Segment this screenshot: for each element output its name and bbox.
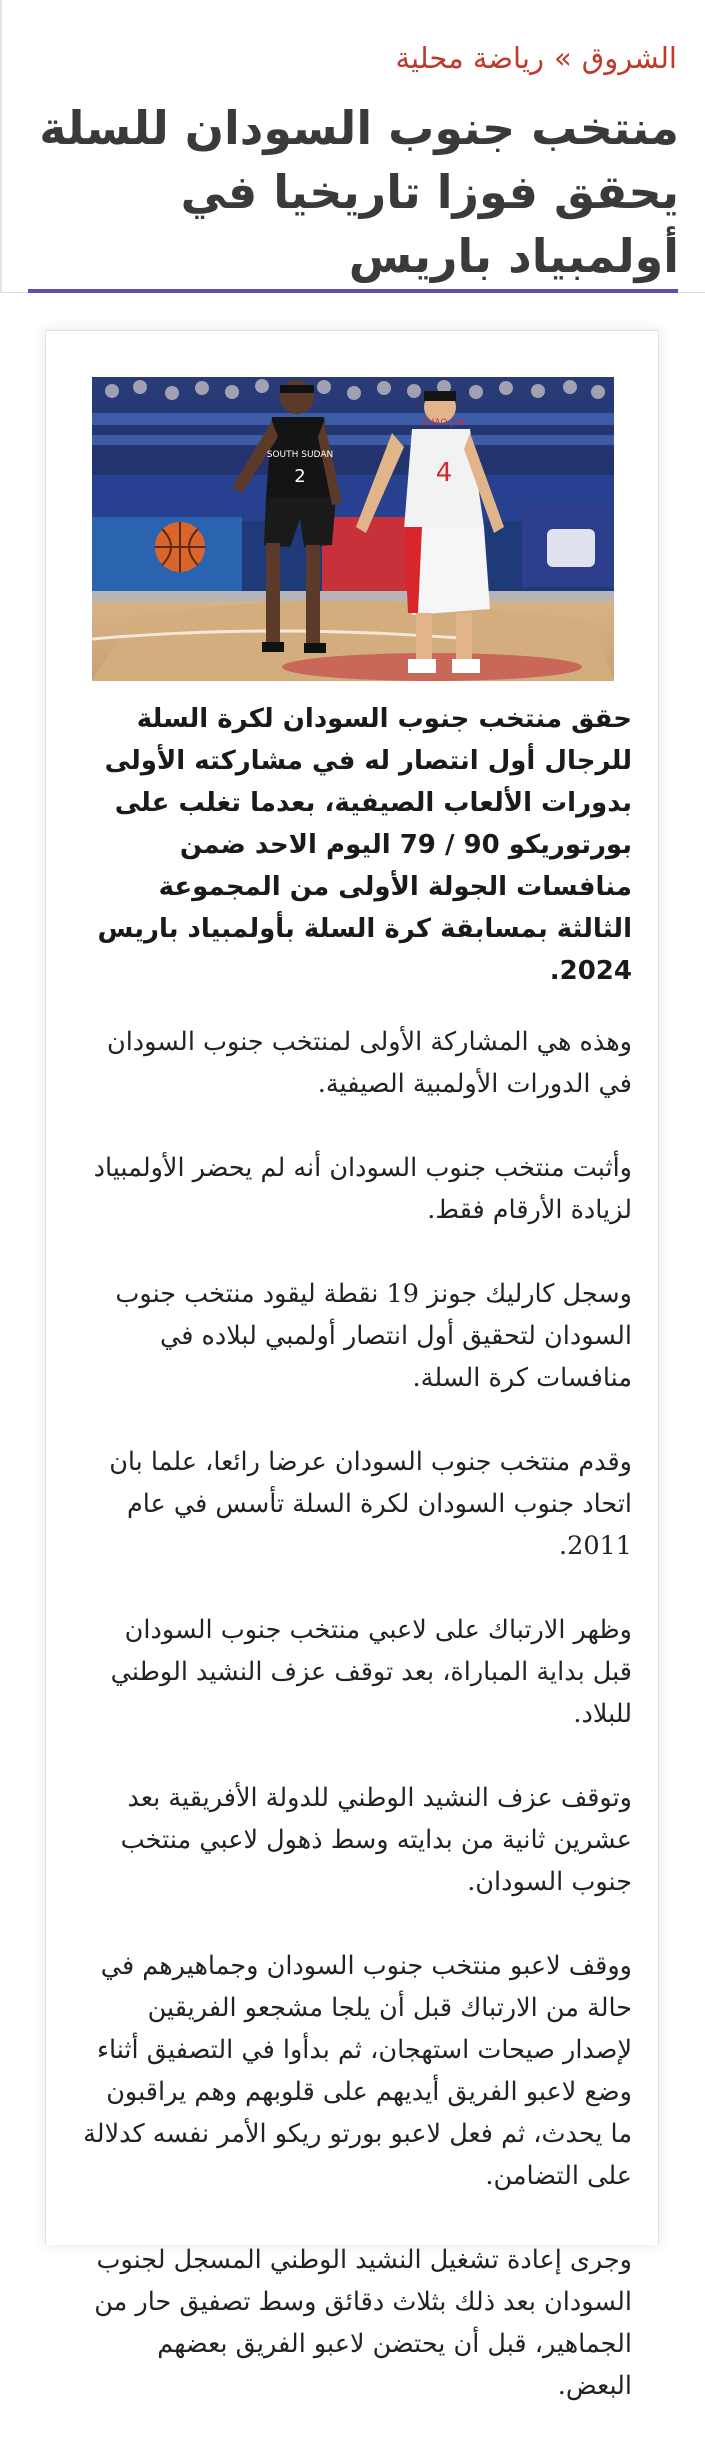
article-paragraph: وسجل كارليك جونز 19 نقطة ليقود منتخب جنوب السودان لتحقيق أول انتصار أولمبي لبلاده في منافسات كرة السلة.: [115, 1279, 632, 1393]
article-paragraph: وأثبت منتخب جنوب السودان أنه لم يحضر الأولمبياد لزيادة الأرقام فقط.: [93, 1153, 632, 1225]
article-lead: حقق منتخب جنوب السودان لكرة السلة للرجال أول انتصار له في مشاركته الأولى بدورات الألعاب الصيفية، بعدما تغلب على بورتوريكو 90 / 79 اليوم الاحد ضمن منافسات الجولة الأولى من المجموعة الثالثة بمسابقة كرة السلة بأولمبياد باريس 2024.: [97, 704, 632, 986]
article-paragraph: وقدم منتخب جنوب السودان عرضا رائعا، علما بان اتحاد جنوب السودان لكرة السلة تأسس في عام 2011.: [109, 1447, 632, 1561]
jersey-left-number: 2: [294, 466, 306, 487]
article-paragraph: وظهر الارتباك على لاعبي منتخب جنوب السودان قبل بداية المباراة، بعد توقف عزف النشيد الوطني للبلاد.: [110, 1615, 632, 1729]
article-paragraph: وهذه هي المشاركة الأولى لمنتخب جنوب السودان في الدورات الأولمبية الصيفية.: [106, 1027, 632, 1099]
jersey-left-text: SOUTH SUDAN: [266, 450, 334, 460]
basketball-game-image: [92, 377, 614, 681]
jersey-right-text: ZHAO J.W.: [421, 418, 467, 428]
accent-bar: [28, 289, 678, 293]
article-title: منتخب جنوب السودان للسلة يحقق فوزا تاريخيا في أولمبياد باريس: [39, 101, 679, 283]
article-header: [0, 0, 705, 292]
article-paragraph: ووقف لاعبو منتخب جنوب السودان وجماهيرهم في حالة من الارتباك قبل أن يلجا مشجعو الفريقين لإصدار صيحات استهجان، ثم بدأوا في التصفيق أثناء وضع لاعبو الفريق أيديهم على قلوبهم وهم يراقبون ما يحدث، ثم فعل لاعبو بورتو ريكو الأمر نفسه كدلالة على التضامن.: [83, 1951, 632, 2191]
article-body: [80, 698, 632, 2449]
basketball-icon: [155, 522, 205, 572]
jersey-right-number: 4: [435, 458, 453, 488]
article-card: [45, 330, 659, 2401]
breadcrumb-section-link[interactable]: رياضة محلية: [395, 41, 544, 75]
article-paragraph: وجرى إعادة تشغيل النشيد الوطني المسجل لجنوب السودان بعد ذلك بثلاث دقائق وسط تصفيق حار من الجماهير، قبل أن يحتضن لاعبو الفريق بعضهم البعض.: [94, 2245, 632, 2401]
article-paragraph: وتوقف عزف النشيد الوطني للدولة الأفريقية بعد عشرين ثانية من بدايته وسط ذهول لاعبي منتخب جنوب السودان.: [120, 1783, 632, 1897]
article-photo: [92, 377, 614, 681]
breadcrumb-source-link[interactable]: الشروق: [581, 41, 677, 75]
breadcrumb-separator: »: [553, 41, 572, 75]
breadcrumb: [396, 38, 678, 78]
